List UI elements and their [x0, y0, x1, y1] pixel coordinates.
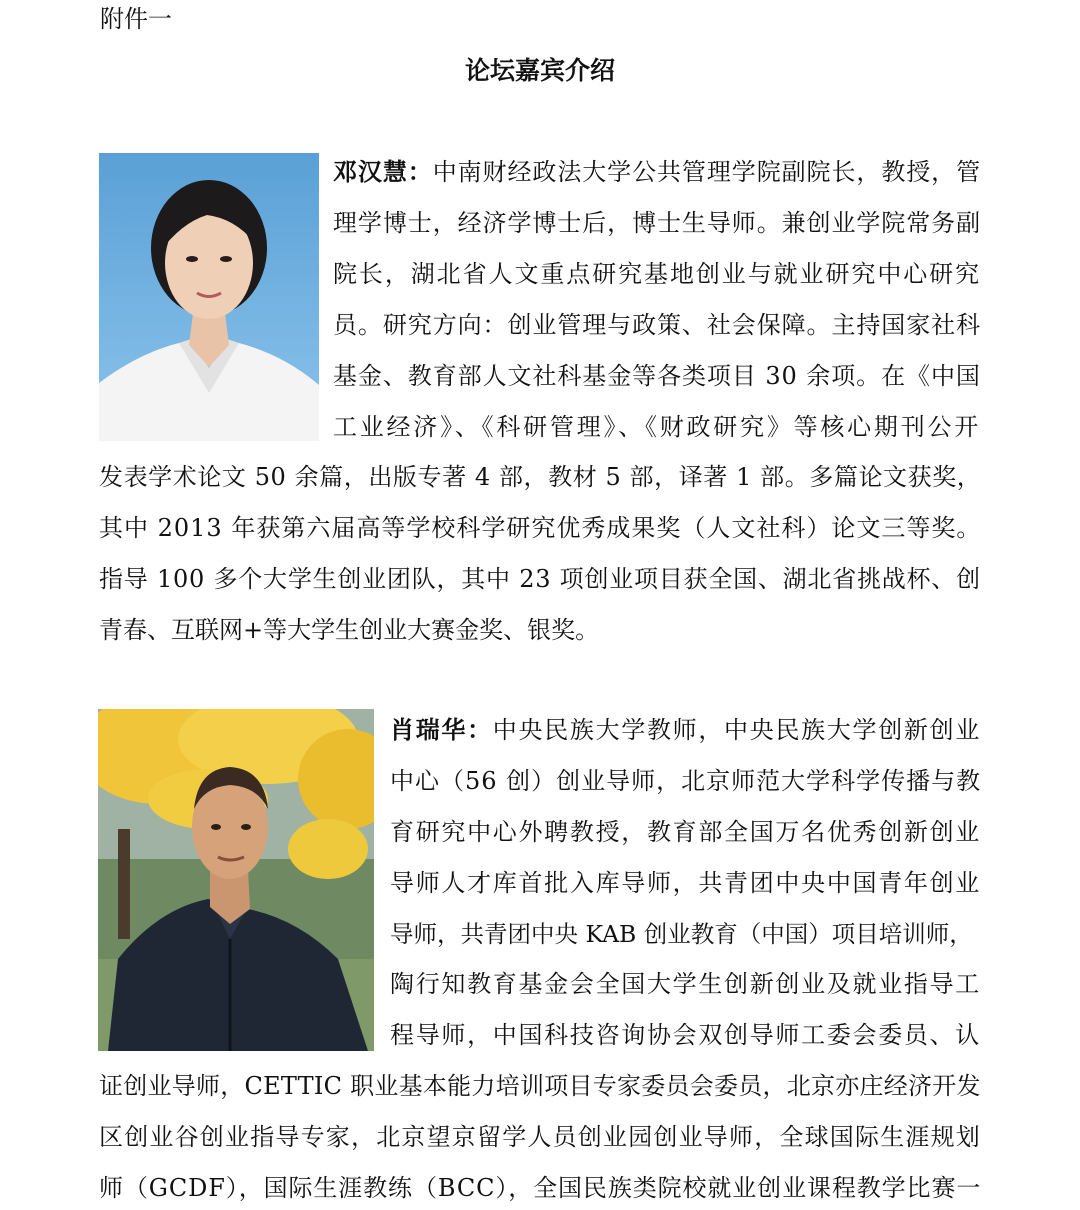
guest-2-line-6: 程导师，中国科技咨询协会双创导师工委会委员、认 [390, 1021, 981, 1049]
guest-2-line-7: 证创业导师，CETTIC 职业基本能力培训项目专家委员会委员，北京亦庄经济开发 [99, 1072, 981, 1100]
guest-photo-xiao [98, 709, 374, 1051]
guest-1-line-4: 基金、教育部人文社科基金等各类项目 30 余项。在《中国 [333, 362, 981, 390]
document-title: 论坛嘉宾介绍 [464, 56, 615, 85]
guest-1-line-5: 工业经济》、《科研管理》、《财政研究》等核心期刊公开 [333, 413, 981, 441]
guest-1-line-0 [333, 157, 981, 187]
guest-1-line-9: 青春、互联网+等大学生创业大赛金奖、银奖。 [99, 616, 600, 644]
guest-2-line-5: 陶行知教育基金会全国大学生创新创业及就业指导工 [390, 970, 981, 998]
guest-2-line-3: 导师人才库首批入库导师，共青团中央中国青年创业 [390, 869, 981, 897]
guest-1-line-8: 指导 100 多个大学生创业团队，其中 23 项创业项目获全国、湖北省挑战杯、创 [99, 565, 981, 593]
attachment-label: 附件一 [100, 5, 172, 33]
guest-2-line-9: 师（GCDF），国际生涯教练（BCC），全国民族类院校就业创业课程教学比赛一 [99, 1174, 982, 1202]
guest-2-line-8: 区创业谷创业指导专家，北京望京留学人员创业园创业导师，全球国际生涯规划 [99, 1123, 981, 1151]
guest-2-line-4: 导师，共青团中央 KAB 创业教育（中国）项目培训师， [390, 920, 973, 948]
guest-2-line-2: 育研究中心外聘教授，教育部全国万名优秀创新创业 [390, 818, 981, 846]
guest-2-line-1: 中心（56 创）创业导师，北京师范大学科学传播与教 [390, 767, 982, 795]
guest-1-line-7: 其中 2013 年获第六届高等学校科学研究优秀成果奖（人文社科）论文三等奖。 [99, 514, 982, 542]
guest-2-name: 肖瑞华： [390, 715, 493, 744]
guest-2-text: 中央民族大学教师，中央民族大学创新创业 [492, 716, 982, 744]
guest-1-line-2: 院长，湖北省人文重点研究基地创业与就业研究中心研究 [333, 260, 981, 288]
guest-1-line-6: 发表学术论文 50 余篇，出版专著 4 部，教材 5 部，译著 1 部。多篇论文获奖， [99, 463, 982, 491]
guest-photo-deng [99, 153, 319, 441]
guest-1-line-3: 员。研究方向：创业管理与政策、社会保障。主持国家社科 [333, 311, 981, 339]
guest-1-text: 中南财经政法大学公共管理学院副院长，教授，管 [432, 158, 982, 186]
guest-2-line-0 [390, 715, 981, 745]
guest-1-line-1: 理学博士，经济学博士后，博士生导师。兼创业学院常务副 [333, 209, 981, 237]
guest-1-name: 邓汉慧： [333, 157, 433, 186]
